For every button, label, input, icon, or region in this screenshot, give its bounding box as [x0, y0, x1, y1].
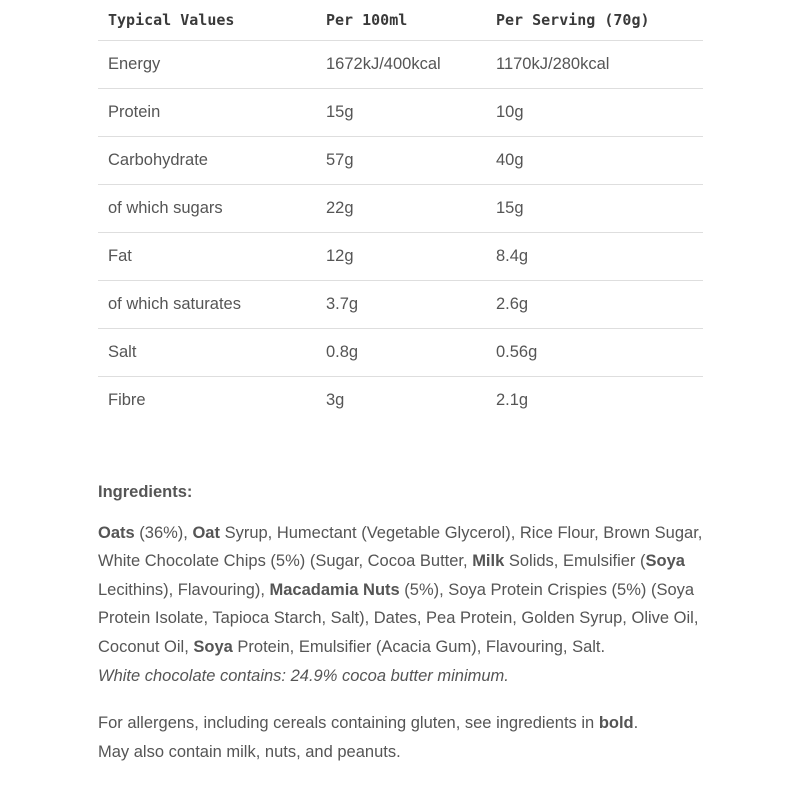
table-row: [98, 281, 703, 329]
table-row: [98, 329, 703, 377]
table-row: [98, 185, 703, 233]
header-per-100ml: Per 100ml: [316, 0, 486, 41]
value-per-serving: 2.1g: [496, 391, 529, 409]
value-per-serving: 40g: [486, 137, 703, 185]
ingredient-allergen: Macadamia Nuts: [269, 580, 400, 599]
nutrient-name: Energy: [98, 41, 316, 89]
cocoa-butter-note: White chocolate contains: 24.9% cocoa butter minimum.: [98, 666, 509, 685]
value-per-100ml: 0.8g: [316, 329, 486, 377]
ingredient-text: Lecithins), Flavouring),: [98, 580, 270, 599]
nutrient-name: Fibre: [108, 391, 146, 409]
nutrient-name: of which saturates: [98, 281, 316, 329]
value-per-serving: 8.4g: [486, 233, 703, 281]
ingredients-section: [98, 478, 718, 766]
value-per-100ml: 3.7g: [316, 281, 486, 329]
ingredient-allergen: Oats: [98, 523, 135, 542]
value-per-serving: 10g: [486, 89, 703, 137]
ingredient-text: Solids, Emulsifier (: [504, 552, 646, 571]
value-per-100ml: 3g: [326, 391, 345, 409]
nutrient-name: Salt: [98, 329, 316, 377]
table-row: [98, 89, 703, 137]
nutrition-table: [98, 0, 703, 424]
value-per-serving: 2.6g: [486, 281, 703, 329]
allergen-bold-word: bold: [598, 714, 634, 733]
ingredients-list: [98, 519, 718, 662]
ingredient-allergen: Soya: [193, 637, 233, 656]
header-per-serving: Per Serving (70g): [486, 0, 703, 41]
may-contain-warning: May also contain milk, nuts, and peanuts.: [98, 742, 401, 761]
value-per-100ml: 1672kJ/400kcal: [316, 41, 486, 89]
table-row: [98, 41, 703, 89]
ingredients-heading: Ingredients:: [98, 483, 193, 501]
value-per-serving: 15g: [486, 185, 703, 233]
value-per-serving: 0.56g: [486, 329, 703, 377]
ingredient-text: (5%), Soya Protein Crispies (5%) (Soya Protein Isolate, Tapioca Starch, Salt), Dates, Pea Protein, Golden Syrup, Olive Oil, Coconut Oil,: [98, 580, 699, 656]
nutrient-name: Carbohydrate: [98, 137, 316, 185]
header-typical-values: Typical Values: [98, 0, 316, 41]
ingredient-allergen: Milk: [472, 552, 505, 571]
value-per-100ml: 12g: [316, 233, 486, 281]
ingredient-allergen: Soya: [645, 552, 685, 571]
allergen-text: For allergens, including cereals containing gluten, see ingredients in: [98, 714, 599, 733]
table-row: [98, 377, 703, 425]
ingredient-text: (36%),: [134, 523, 193, 542]
nutrition-header-row: [98, 0, 703, 41]
table-row: [98, 233, 703, 281]
ingredient-text: Protein, Emulsifier (Acacia Gum), Flavouring, Salt.: [232, 637, 606, 656]
allergen-text-end: .: [633, 714, 639, 733]
ingredient-text: Syrup, Humectant (Vegetable Glycerol), Rice Flour, Brown Sugar, White Chocolate Chips (5%) (Sugar, Cocoa Butter,: [98, 523, 703, 571]
nutrient-name: Protein: [98, 89, 316, 137]
value-per-100ml: 57g: [316, 137, 486, 185]
table-row: [98, 137, 703, 185]
allergen-info: [98, 709, 718, 738]
ingredient-allergen: Oat: [192, 523, 220, 542]
value-per-100ml: 15g: [316, 89, 486, 137]
value-per-serving: 1170kJ/280kcal: [486, 41, 703, 89]
value-per-100ml: 22g: [316, 185, 486, 233]
nutrient-name: of which sugars: [98, 185, 316, 233]
nutrient-name: Fat: [98, 233, 316, 281]
